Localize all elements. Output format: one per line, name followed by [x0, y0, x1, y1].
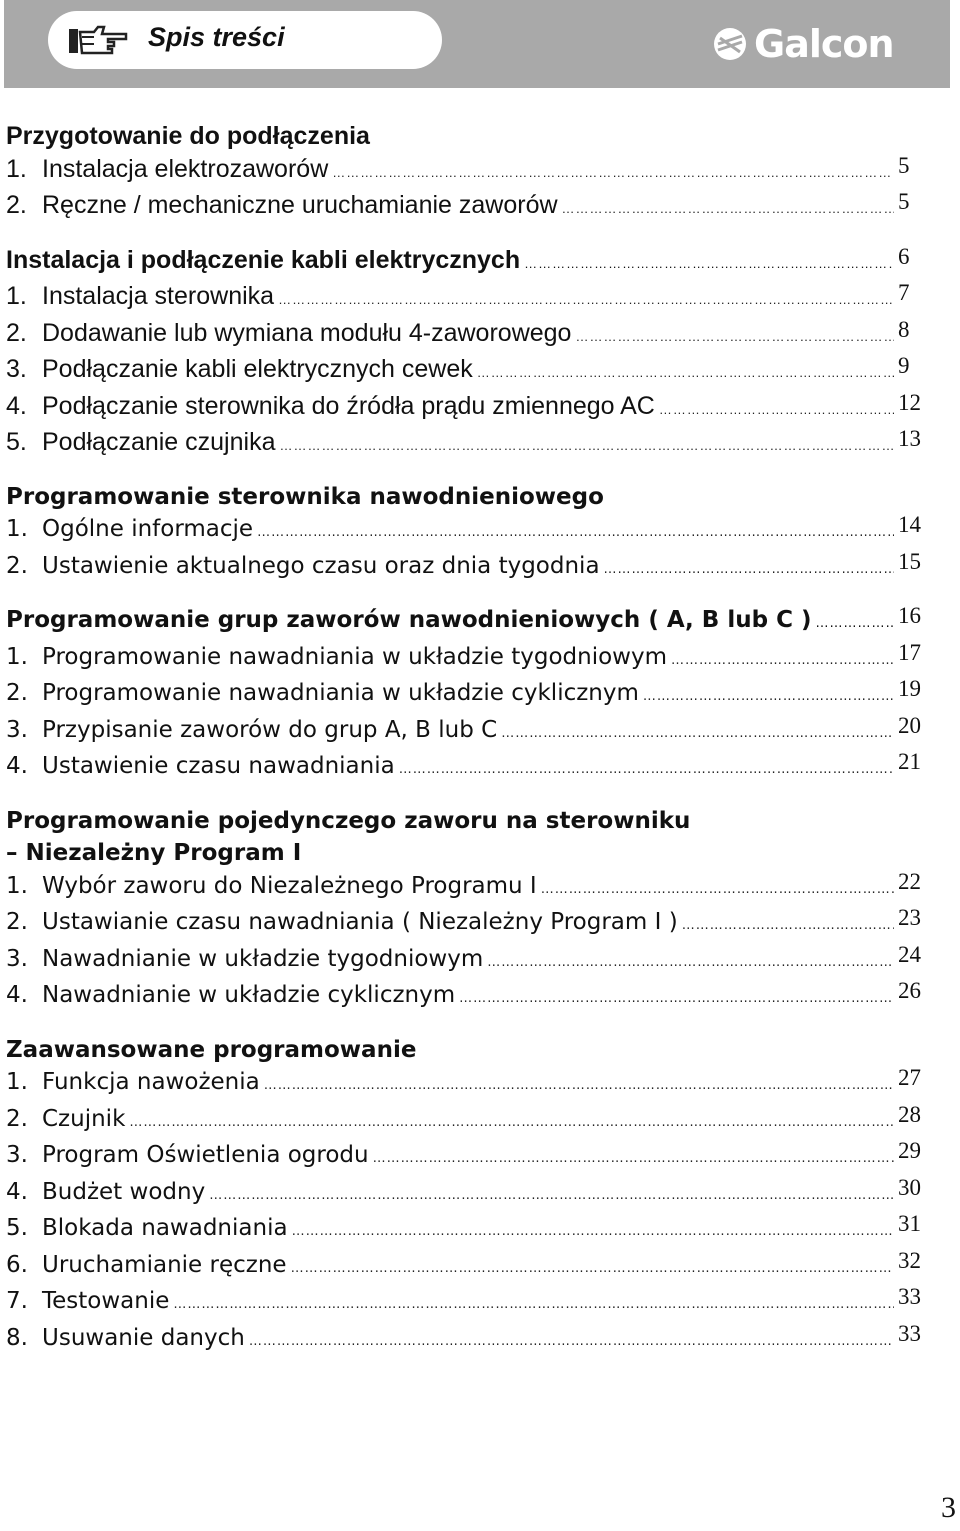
- entry-page: 26: [898, 978, 921, 1003]
- toc-entry[interactable]: [6, 280, 932, 317]
- section-heading-page: 6: [898, 243, 910, 269]
- entry-number: 7.: [6, 1288, 28, 1314]
- section-heading: Programowanie sterownika nawodnieniowego: [6, 483, 604, 510]
- entry-page: 30: [898, 1174, 921, 1200]
- entry-number: 2.: [6, 909, 28, 935]
- dot-leader: [209, 1180, 894, 1213]
- entry-number: 3.: [6, 945, 28, 972]
- toc-entry[interactable]: [6, 1066, 932, 1103]
- dot-leader: [257, 517, 894, 550]
- section-heading-text: Instalacja i podłączenie kabli elektrycznych: [6, 245, 521, 274]
- entry-number: 2.: [6, 552, 28, 579]
- dot-leader: [501, 718, 894, 751]
- section-heading: [6, 604, 932, 641]
- entry-number: 6.: [6, 1251, 28, 1278]
- page-title: Spis treści: [148, 22, 285, 52]
- toc-entry[interactable]: [6, 943, 932, 980]
- section-heading: Przygotowanie do podłączenia: [6, 122, 370, 150]
- entry-page: 19: [898, 676, 921, 701]
- dot-leader: [264, 1070, 894, 1103]
- dot-leader: [643, 681, 894, 714]
- entry-label: Ustawienie aktualnego czasu oraz dnia tygodnia: [42, 552, 600, 579]
- toc-section: [6, 244, 932, 463]
- section-heading: [6, 244, 932, 281]
- section-heading-page: 16: [898, 603, 921, 628]
- dot-leader: [541, 874, 894, 907]
- dot-leader: [524, 248, 894, 281]
- entry-page: 15: [898, 548, 921, 574]
- dot-leader: [332, 157, 894, 190]
- dot-leader: [399, 754, 894, 787]
- entry-label: Podłączanie kabli elektrycznych cewek: [42, 355, 473, 383]
- dot-leader: [129, 1107, 894, 1140]
- entry-page: 29: [898, 1138, 921, 1163]
- entry-number: 2.: [6, 191, 27, 219]
- entry-label: Testowanie: [42, 1288, 170, 1314]
- entry-label: Programowanie nawadniania w układzie cyklicznym: [42, 680, 639, 706]
- dot-leader: [487, 947, 894, 980]
- toc-entry[interactable]: [6, 189, 932, 226]
- entry-number: 5.: [6, 428, 27, 456]
- entry-page: 24: [898, 941, 921, 967]
- entry-number: 1.: [6, 643, 28, 670]
- entry-label: Ustawienie czasu nawadniania: [42, 753, 395, 779]
- dot-leader: [604, 554, 894, 587]
- entry-page: 27: [898, 1065, 921, 1090]
- toc-entry[interactable]: [6, 1103, 932, 1140]
- toc-entry[interactable]: [6, 677, 932, 714]
- toc-section: [6, 1034, 932, 1359]
- entry-number: 8.: [6, 1324, 28, 1351]
- logo-text: Galcon: [754, 22, 894, 66]
- toc-entry[interactable]: [6, 641, 932, 678]
- entry-page: 28: [898, 1101, 921, 1127]
- section-heading-text: Programowanie grup zaworów nawodnieniowych ( A, B lub C ): [6, 607, 812, 633]
- entry-page: 8: [898, 316, 910, 342]
- toc-section: [6, 805, 932, 1016]
- entry-label: Program Oświetlenia ogrodu: [42, 1142, 369, 1168]
- entry-page: 21: [898, 749, 921, 774]
- entry-page: 17: [898, 639, 921, 665]
- toc-entry[interactable]: [6, 1212, 932, 1249]
- entry-label: Wybór zaworu do Niezależnego Programu I: [42, 872, 537, 899]
- entry-number: 1.: [6, 282, 27, 310]
- entry-label: Blokada nawadniania: [42, 1215, 288, 1241]
- entry-page: 9: [898, 353, 910, 378]
- entry-number: 1.: [6, 872, 28, 899]
- toc-entry[interactable]: [6, 1322, 932, 1359]
- toc-entry[interactable]: [6, 353, 932, 390]
- toc-entry[interactable]: [6, 979, 932, 1016]
- toc-entry[interactable]: [6, 426, 932, 463]
- dot-leader: [173, 1289, 894, 1322]
- dot-leader: [249, 1326, 894, 1359]
- dot-leader: [373, 1143, 894, 1176]
- page-number: 3: [941, 1491, 956, 1524]
- entry-number: 2.: [6, 318, 27, 347]
- section-heading-line2: – Niezależny Program I: [6, 840, 302, 866]
- toc-entry[interactable]: [6, 513, 932, 550]
- entry-number: 4.: [6, 753, 28, 779]
- entry-page: 5: [898, 152, 910, 178]
- entry-number: 4.: [6, 982, 28, 1008]
- entry-label: Usuwanie danych: [42, 1324, 245, 1351]
- entry-label: Czujnik: [42, 1105, 126, 1132]
- toc-section: [6, 481, 932, 587]
- pointing-hand-icon: [68, 24, 128, 58]
- entry-label: Ręczne / mechaniczne uruchamianie zaworów: [42, 191, 558, 219]
- dot-leader: [477, 357, 894, 390]
- dot-leader: [682, 910, 894, 943]
- toc-section: [6, 120, 932, 226]
- toc-entry[interactable]: [6, 750, 932, 787]
- dot-leader: [291, 1253, 894, 1286]
- dot-leader: [459, 983, 894, 1016]
- section-heading: Programowanie pojedynczego zaworu na sterowniku: [6, 807, 691, 834]
- entry-number: 3.: [6, 716, 28, 743]
- entry-label: Ogólne informacje: [42, 516, 254, 542]
- entry-label: Nawadnianie w układzie cyklicznym: [42, 982, 456, 1008]
- entry-label: Budżet wodny: [42, 1178, 206, 1205]
- toc-entry[interactable]: [6, 870, 932, 907]
- dot-leader: [815, 608, 894, 641]
- toc-entry[interactable]: [6, 1285, 932, 1322]
- toc-entry[interactable]: [6, 714, 932, 751]
- toc-entry[interactable]: [6, 1249, 932, 1286]
- entry-number: 5.: [6, 1215, 28, 1241]
- entry-page: 20: [898, 712, 921, 738]
- toc-entry[interactable]: [6, 906, 932, 943]
- entry-label: Funkcja nawożenia: [42, 1069, 260, 1095]
- entry-label: Nawadnianie w układzie tygodniowym: [42, 945, 484, 972]
- entry-label: Instalacja elektrozaworów: [42, 154, 329, 183]
- entry-label: Ustawianie czasu nawadniania ( Niezależny Program I ): [42, 909, 678, 935]
- galcon-logo-icon: [712, 26, 748, 62]
- entry-number: 1.: [6, 154, 27, 183]
- entry-page: 23: [898, 905, 921, 930]
- entry-page: 33: [898, 1284, 921, 1309]
- entry-number: 4.: [6, 391, 27, 420]
- entry-page: 5: [898, 189, 910, 214]
- entry-number: 2.: [6, 1105, 28, 1132]
- entry-label: Dodawanie lub wymiana modułu 4-zaworowego: [42, 318, 572, 347]
- entry-number: 2.: [6, 680, 28, 706]
- entry-page: 12: [898, 389, 921, 415]
- dot-leader: [659, 394, 894, 427]
- entry-number: 1.: [6, 516, 28, 542]
- entry-label: Przypisanie zaworów do grup A, B lub C: [42, 716, 498, 743]
- entry-number: 4.: [6, 1178, 28, 1205]
- dot-leader: [562, 193, 894, 226]
- dot-leader: [575, 321, 894, 354]
- title-pill: [48, 11, 442, 69]
- dot-leader: [279, 430, 894, 463]
- toc-section: [6, 604, 932, 787]
- entry-page: 14: [898, 512, 921, 537]
- entry-page: 32: [898, 1247, 921, 1273]
- entry-number: 1.: [6, 1069, 28, 1095]
- entry-page: 31: [898, 1211, 921, 1236]
- entry-label: Podłączanie sterownika do źródła prądu zmiennego AC: [42, 391, 655, 420]
- toc-entry[interactable]: [6, 153, 932, 190]
- entry-label: Programowanie nawadniania w układzie tygodniowym: [42, 643, 667, 670]
- table-of-contents: [6, 120, 932, 1376]
- toc-entry[interactable]: [6, 1176, 932, 1213]
- header-bar: [4, 0, 950, 88]
- entry-label: Instalacja sterownika: [42, 282, 275, 310]
- entry-number: 3.: [6, 1142, 28, 1168]
- dot-leader: [292, 1216, 894, 1249]
- entry-page: 13: [898, 426, 921, 451]
- entry-page: 22: [898, 868, 921, 894]
- entry-label: Podłączanie czujnika: [42, 428, 276, 456]
- entry-page: 7: [898, 280, 910, 305]
- dot-leader: [671, 645, 894, 678]
- entry-number: 3.: [6, 355, 27, 383]
- toc-entry[interactable]: [6, 317, 932, 354]
- toc-entry[interactable]: [6, 390, 932, 427]
- galcon-logo: [712, 24, 894, 64]
- entry-page: 33: [898, 1320, 921, 1346]
- toc-entry[interactable]: [6, 1139, 932, 1176]
- entry-label: Uruchamianie ręczne: [42, 1251, 287, 1278]
- dot-leader: [278, 284, 894, 317]
- section-heading: Zaawansowane programowanie: [6, 1036, 417, 1063]
- toc-entry[interactable]: [6, 550, 932, 587]
